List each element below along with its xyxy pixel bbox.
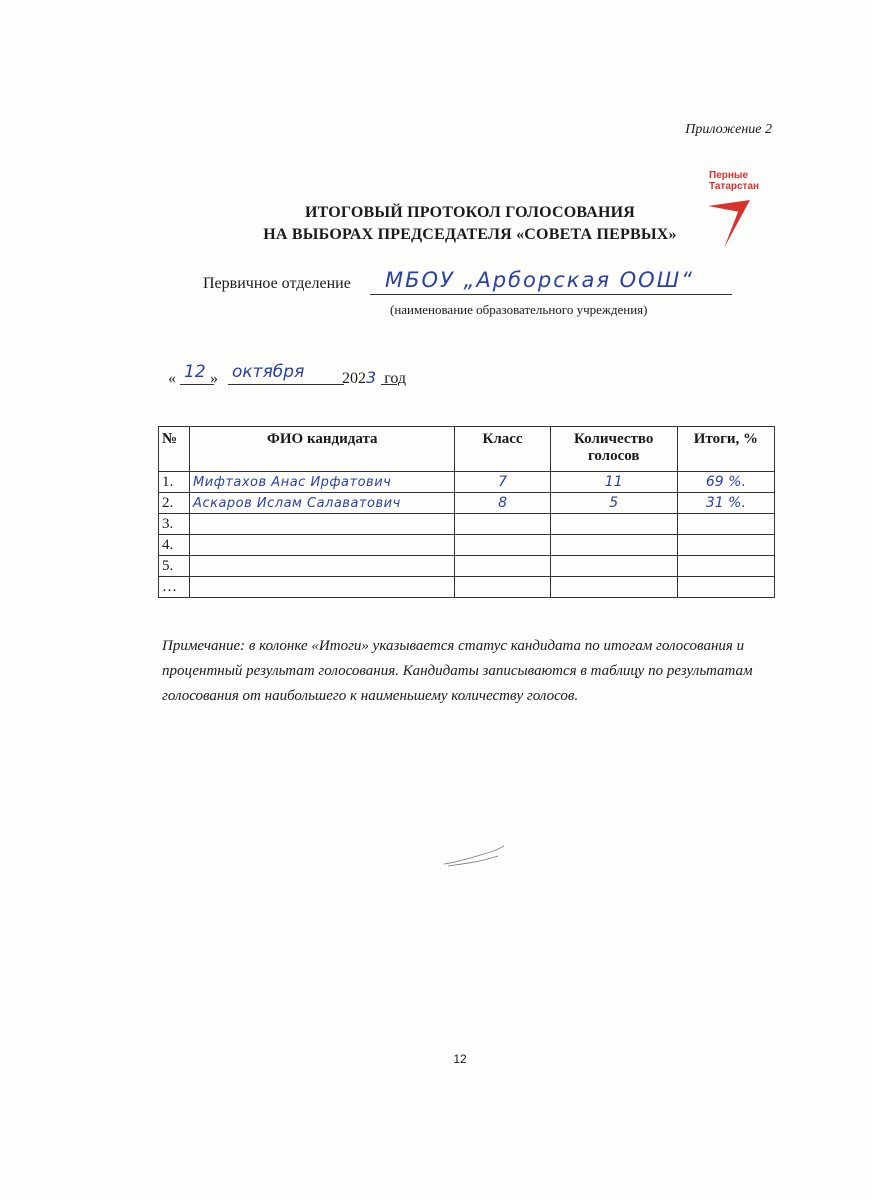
date-day: 12 xyxy=(184,362,206,382)
row-result xyxy=(677,514,774,535)
row-num: 2. xyxy=(159,493,190,514)
header-result: Итоги, % xyxy=(677,427,774,472)
row-name xyxy=(190,556,455,577)
table-row xyxy=(159,493,775,514)
signature-icon xyxy=(440,842,510,872)
row-result xyxy=(677,556,774,577)
date-month-underline xyxy=(228,384,344,385)
row-class: 7 xyxy=(455,472,550,493)
row-votes xyxy=(550,514,677,535)
branch-label: Первичное отделение xyxy=(203,275,351,292)
branch-underline xyxy=(370,294,732,295)
table-row xyxy=(159,577,775,598)
logo-line-1: Перные xyxy=(709,170,748,181)
row-class xyxy=(455,556,550,577)
table-row xyxy=(159,535,775,556)
document-title-line-2: НА ВЫБОРАХ ПРЕДСЕДАТЕЛЯ «СОВЕТА ПЕРВЫХ» xyxy=(263,226,677,243)
header-votes: Количество голосов xyxy=(550,427,677,472)
row-class xyxy=(455,535,550,556)
row-num: 4. xyxy=(159,535,190,556)
logo-text xyxy=(709,170,759,192)
logo-line-2: Татарстан xyxy=(709,181,760,192)
branch-value: МБОУ „Арборская ООШ“ xyxy=(385,268,695,292)
row-num: … xyxy=(159,577,190,598)
date-year-underline xyxy=(381,384,397,385)
date-open-quote: « xyxy=(168,370,176,387)
date-day-underline xyxy=(180,384,214,385)
header-class: Класс xyxy=(455,427,550,472)
row-class: 8 xyxy=(455,493,550,514)
row-num: 5. xyxy=(159,556,190,577)
page-number: 12 xyxy=(453,1052,467,1066)
results-table xyxy=(158,426,775,598)
table-row xyxy=(159,556,775,577)
row-name xyxy=(190,577,455,598)
row-class xyxy=(455,514,550,535)
date-year-suffix: год xyxy=(384,370,407,387)
table-header-row xyxy=(159,427,775,472)
row-name xyxy=(190,514,455,535)
row-votes xyxy=(550,556,677,577)
row-class xyxy=(455,577,550,598)
row-name: Мифтахов Анас Ирфатович xyxy=(190,472,455,493)
date-close-quote: » xyxy=(210,370,218,387)
row-name: Аскаров Ислам Салаватович xyxy=(190,493,455,514)
date-month: октября xyxy=(232,362,305,382)
header-name: ФИО кандидата xyxy=(190,427,455,472)
header-num: № xyxy=(159,427,190,472)
row-num: 1. xyxy=(159,472,190,493)
date-year-prefix: 202 xyxy=(342,370,366,387)
document-title-line-1: ИТОГОВЫЙ ПРОТОКОЛ ГОЛОСОВАНИЯ xyxy=(304,204,636,221)
row-votes xyxy=(550,577,677,598)
row-votes xyxy=(550,535,677,556)
row-num: 3. xyxy=(159,514,190,535)
row-name xyxy=(190,535,455,556)
row-result xyxy=(677,577,774,598)
row-votes: 5 xyxy=(550,493,677,514)
table-row xyxy=(159,514,775,535)
branch-caption: (наименование образовательного учреждения) xyxy=(390,302,648,317)
date-year-digit: 3 xyxy=(366,368,377,387)
note-text: Примечание: в колонке «Итоги» указывается статус кандидата по итогам голосования и процентный результат голосования. Кандидаты записываются в таблицу по результатам голосования от наибольшего к наименьшему количеству голосов. xyxy=(162,638,753,704)
appendix-label: Приложение 2 xyxy=(685,122,772,137)
table-row xyxy=(159,472,775,493)
row-result: 31 %. xyxy=(677,493,774,514)
row-result xyxy=(677,535,774,556)
row-result: 69 %. xyxy=(677,472,774,493)
row-votes: 11 xyxy=(550,472,677,493)
